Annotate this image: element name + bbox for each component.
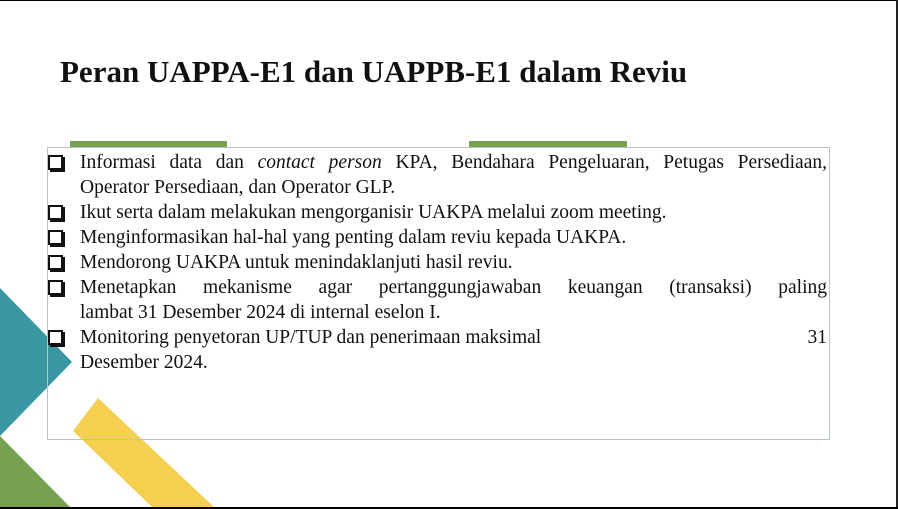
bullet-text-right: 31 bbox=[807, 327, 827, 348]
checkbox-bullet-icon bbox=[48, 280, 63, 295]
slide-title: Peran UAPPA-E1 dan UAPPB-E1 dalam Reviu bbox=[60, 54, 688, 89]
checkbox-bullet-icon bbox=[48, 205, 63, 220]
bullet-item-inform bbox=[47, 225, 827, 250]
bullet-text-continuation: Operator Persediaan, dan Operator GLP. bbox=[80, 177, 396, 198]
bullet-item-monitoring bbox=[47, 325, 827, 375]
bullet-text: Ikut serta dalam melakukan mengorganisir UAKPA melalui zoom meeting. bbox=[80, 202, 667, 223]
bullet-line bbox=[80, 150, 827, 175]
bullet-italic-text: contact person bbox=[257, 152, 382, 173]
green-triangle-decoration bbox=[0, 436, 70, 507]
bullet-text: Mendorong UAKPA untuk menindaklanjuti hasil reviu. bbox=[80, 252, 513, 273]
bullet-text-continuation: Desember 2024. bbox=[80, 352, 208, 373]
bullet-item-follow-up bbox=[47, 250, 827, 275]
bullet-item-mechanism bbox=[47, 275, 827, 325]
checkbox-bullet-icon bbox=[48, 155, 63, 170]
bullet-line bbox=[80, 325, 827, 350]
bullet-text-continuation: lambat 31 Desember 2024 di internal eselon I. bbox=[80, 302, 441, 323]
bullet-list bbox=[47, 150, 827, 375]
checkbox-bullet-icon bbox=[48, 330, 63, 345]
bullet-text: Monitoring penyetoran UP/TUP dan penerimaan maksimal bbox=[80, 327, 542, 348]
bullet-text: Informasi data dan bbox=[80, 152, 258, 173]
bullet-text: Menginformasikan hal-hal yang penting dalam reviu kepada UAKPA. bbox=[80, 227, 627, 248]
bullet-text: KPA, Bendahara Pengeluaran, Petugas Persediaan, bbox=[381, 152, 827, 173]
checkbox-bullet-icon bbox=[48, 255, 63, 270]
checkbox-bullet-icon bbox=[48, 230, 63, 245]
bullet-item-zoom bbox=[47, 200, 827, 225]
bullet-text: Menetapkan mekanisme agar pertanggungjawaban keuangan (transaksi) paling bbox=[80, 277, 827, 298]
bullet-item-contact-info bbox=[47, 150, 827, 200]
